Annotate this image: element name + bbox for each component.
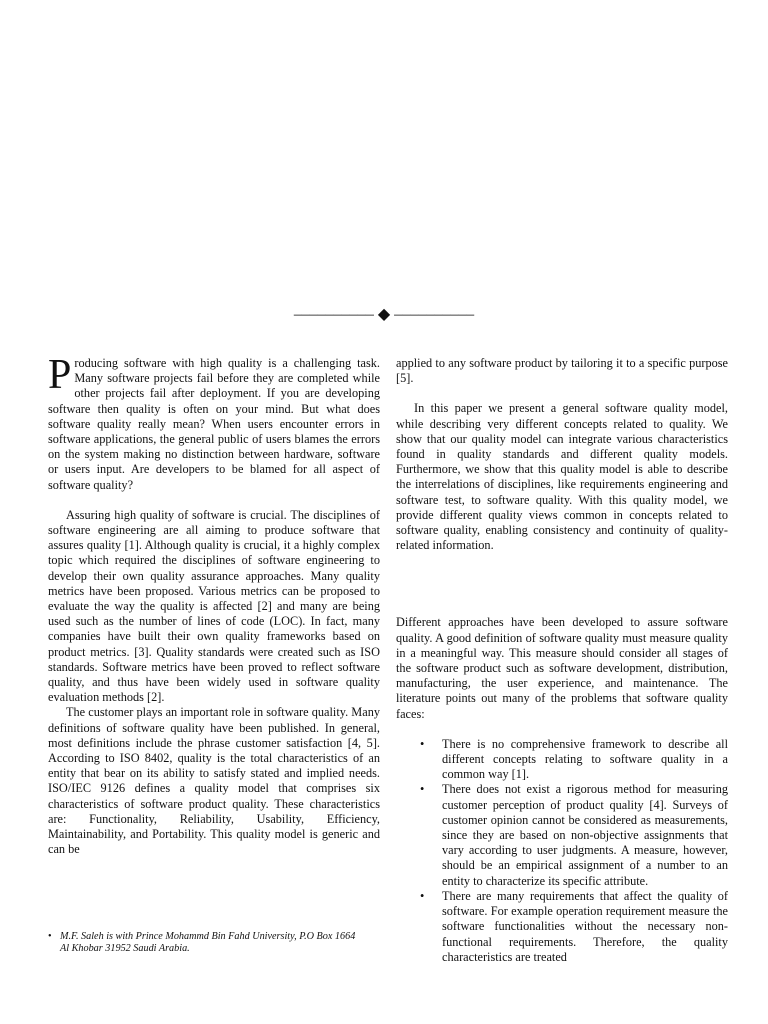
left-column: [48, 352, 380, 858]
footnote-line-1: M.F. Saleh is with Prince Mohammd Bin Fahd University, P.O Box 1664: [60, 931, 356, 942]
bullet-icon: •: [420, 736, 425, 751]
list-item: [396, 737, 728, 783]
footnote-bullet: •: [48, 931, 52, 942]
list-item: [396, 889, 728, 965]
author-footnote: [48, 931, 388, 955]
list-item-text: There does not exist a rigorous method for measuring customer perception of product quality [4]. Surveys of customer opinion cannot be considered as measurements, since they are based on non-objective assignments that vary according to user judgments. A measure, however, should be an empirical assignment of a number to an entity to characterize its specific attribute.: [442, 782, 728, 888]
paragraph-customer-role: The customer plays an important role in software quality. Many definitions of software quality have been published. In general, most definitions include the phrase customer satisfaction [4, 5]. According to ISO 8402, quality is the total characteristics of an entity that bear on its ability to satisfy stated and implied needs. ISO/IEC 9126 defines a quality model that comprises six characteristics of software product quality. These characteristics are: Functionality, Reliability, Usability, Efficiency, Maintainability, and Portability. This quality model is generic and can be: [48, 705, 380, 857]
list-item: [396, 782, 728, 888]
footnote-line-2: Al Khobar 31952 Saudi Arabia.: [60, 943, 190, 954]
intro-text: roducing software with high quality is a challenging task. Many software projects fail before they are completed while other projects fail after deployment. If you are developing software then quality is often on your mind. But what does software quality really mean? When users encounter errors in software applications, the general public of users blames the errors on the system making no distinction between hardware, software or users input. Are developers to be blamed for all aspect of software quality?: [48, 356, 380, 492]
bullet-icon: •: [420, 782, 425, 797]
bullet-icon: •: [420, 888, 425, 903]
list-item-text: There is no comprehensive framework to describe all different concepts relating to software quality in a common way [1].: [442, 736, 728, 782]
drop-cap: P: [48, 352, 72, 398]
right-column: [396, 356, 728, 965]
paragraph-paper-overview: In this paper we present a general software quality model, while describing very different concepts related to quality. We show that our quality model can integrate various characteristics found in quality standards and different quality models. Furthermore, we show that this quality model is able to describe the interrelations of disciplines, like requirements engineering and software test, to software quality. With this quality model, we provide different quality views common in concepts related to software quality, enabling consistency and continuity of quality-related information.: [396, 401, 728, 553]
problems-list: [396, 737, 728, 965]
section-separator: –––––––––– ◆ ––––––––––: [293, 306, 475, 323]
paragraph-continuation: applied to any software product by tailoring it to a specific purpose [5].: [396, 356, 728, 386]
intro-paragraph: [48, 352, 380, 493]
paragraph-quality-assurance: Assuring high quality of software is crucial. The disciplines of software engineering are all aiming to produce software that assures quality [1]. Although quality is crucial, it a highly complex topic which required the disciplines of software engineering to develop their own quality assurance approaches. Many quality metrics have been proposed. Various metrics can be proposed to evaluate the way the quality is affected [2] and many are being used such as the number of lines of code (LOC). In fact, many companies have built their own quality frameworks based on product metrics. [3]. Quality standards were created such as ISO standards. Software metrics have been proved to reflect software quality, and thus have been widely used in software quality evaluation methods [2].: [48, 507, 380, 705]
paragraph-approaches: Different approaches have been developed to assure software quality. A good definition of software quality must measure quality in a meaningful way. This measure should consider all stages of the software product such as software development, distribution, manufacturing, the user experience, and maintenance. The literature points out many of the problems that software quality faces:: [396, 615, 728, 721]
list-item-text: There are many requirements that affect the quality of software. For example operation requirement measure the software functionalities without the necessary non-functional requirements. Therefore, the quality characteristics are treated: [442, 888, 728, 964]
